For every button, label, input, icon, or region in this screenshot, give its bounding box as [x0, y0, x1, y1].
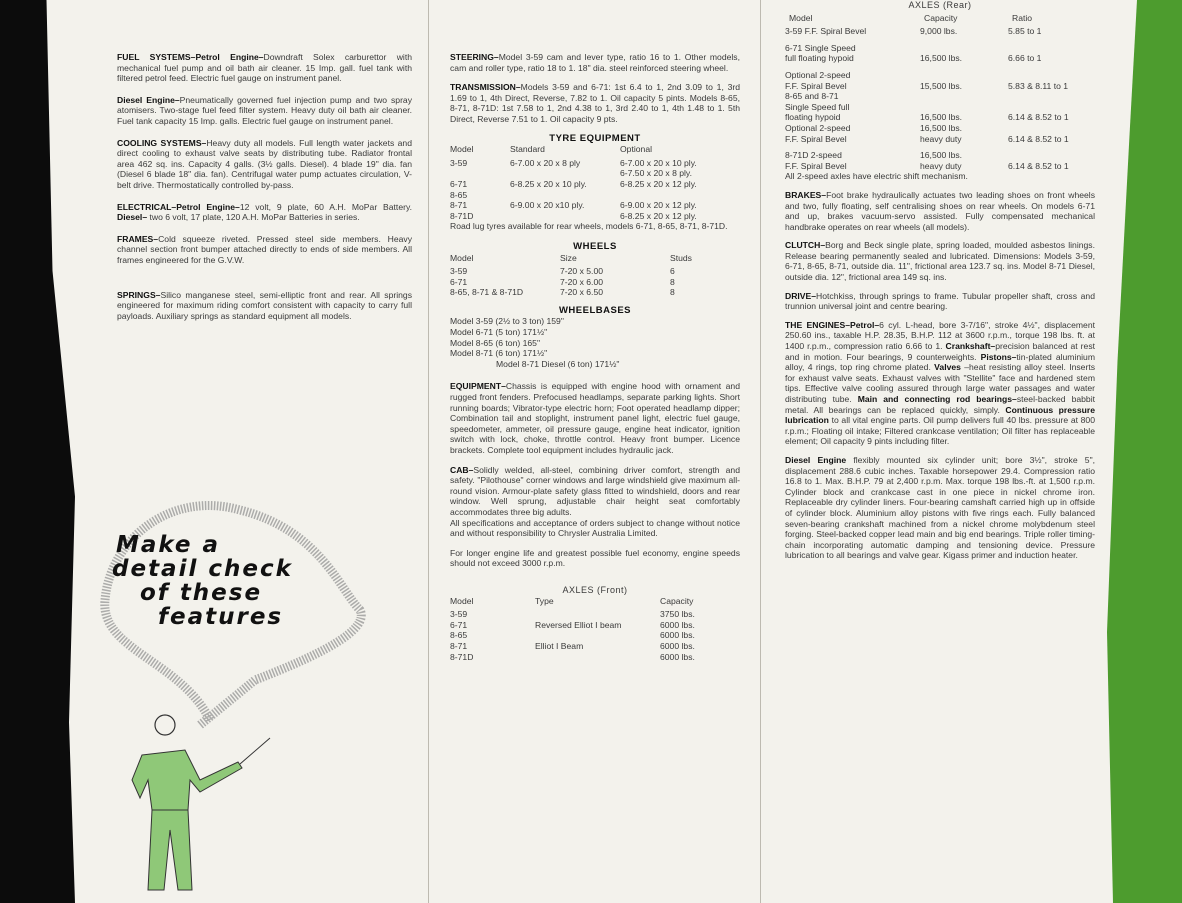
column-header: Standard	[510, 144, 545, 155]
spec-text: Cold squeeze riveted. Pressed steel side members. Heavy channel section front bumper attached directly to ends of side members. All frames engineered for the G.V.W.	[117, 233, 412, 265]
table-cell: 8-71D	[450, 651, 474, 662]
spec-paragraph	[785, 291, 1095, 312]
spec-text: –heat resisting alloy steel. Inserts for exhaust valve seats. Exhaust valves with "Stellite" face and hardened stem tips. Effective valve cooling assured through large water passages and water distributing tube.	[785, 362, 1095, 404]
table-cell: 7-20 x 6.00	[560, 276, 603, 287]
spec-heading: Pistons–	[980, 351, 1017, 362]
axle-group	[785, 70, 1095, 144]
spec-paragraph	[785, 455, 1095, 561]
column-left	[117, 52, 412, 332]
table-row	[785, 112, 1095, 123]
spec-heading: STEERING–	[450, 52, 499, 62]
spec-text: flexibly mounted six cylinder unit; bore 3½", stroke 5", displacement 288.6 cubic inches. Taxable horsepower 29.4. Compression ratio 16.8 to 1. Max. B.H.P. 79 at 2,400 r.p.m. Max. torque 198 lbs.-ft. at 1,500 r.p.m. Cylinder block and crankcase cast in one piece in nickel chrome iron. Replaceable dry cylinder liners. Four-bearing camshaft carried high up in offside of cylinder block. Aluminium alloy pistons with five rings each. Fully balanced seven-bearing crankshaft machined from a nickel chrome molybdenum steel forging. Steel-backed copper lead main and big end bearings. Triple roller timing-chain incorporating automatic damping and tensioning device. Pressure lubrication to all bearings and valve gear. Kigass primer and induction heater.	[785, 454, 1096, 561]
table-title: AXLES (Rear)	[908, 0, 972, 10]
axle-group	[785, 150, 1095, 171]
table-cell: 8	[670, 287, 675, 298]
column-header: Model	[450, 144, 474, 155]
axle-group	[785, 26, 1095, 37]
spec-heading: Diesel Engine	[785, 454, 847, 465]
spec-paragraph	[450, 381, 740, 455]
spec-paragraph	[785, 190, 1095, 232]
table-cell	[535, 609, 660, 620]
table-row	[450, 277, 740, 288]
spec-text: Pneumatically governed fuel injection pump and two spray atomisers. Two-stage fuel feed filter system. Heavy duty oil bath air cleaner. Fuel tank capacity 15 Imp. galls. Electric fuel gauge on instrument panel.	[117, 94, 413, 126]
table-header-row	[450, 253, 740, 264]
table-cell: floating hypoid	[785, 112, 841, 123]
table-cell	[450, 168, 510, 179]
table-cell: F.F. Spiral Bevel	[785, 160, 847, 171]
slogan-line: of these	[140, 580, 263, 606]
table-cell: 8-71	[450, 200, 468, 211]
table-cell: Model 8-71 (6 ton) 171½"	[450, 348, 548, 359]
spec-text: 6 cyl. L-head, bore 3-7/16", stroke 4½", displacement 250.60 ins., taxable H.P. 28.35, B.H.P. 112 at 3600 r.p.m., torque 198 lbs. ft. at 1400 r.p.m., compression ratio 6.66 to 1.	[785, 319, 1095, 352]
table-cell: 6-8.25 x 20 x 12 ply.	[620, 178, 697, 189]
table-cell: 6-71	[450, 178, 468, 189]
table-title: TYRE EQUIPMENT	[549, 132, 641, 144]
spec-text: 12 volt, 9 plate, 60 A.H. MoPar Battery.	[239, 201, 413, 212]
spec-heading: DRIVE–	[785, 290, 817, 301]
table-cell: 8-71	[450, 640, 468, 651]
table-cell: Elliot I Beam	[535, 640, 584, 651]
table-cell	[1008, 43, 1095, 54]
column-header: Size	[560, 252, 577, 263]
table-cell: 16,500 lbs.	[920, 53, 963, 64]
spec-text: Heavy duty all models. Full length water jackets and direct cooling to exhaust valve seats by distributing tube. Radiator frontal area 462 sq. ins. Capacity 4 galls. (3½ galls. Diesel). 4 blade 19" dia. fan (Diesel 6 blade 18" dia. fan). Centrifugal water pump actuates circulation, V-belt drive. Thermostatically controlled by-pass.	[117, 137, 412, 190]
table-row	[450, 641, 740, 652]
table-cell: 16,500 lbs.	[920, 150, 963, 161]
table-header-row	[450, 144, 740, 155]
table-cell: 3-59	[450, 266, 468, 277]
table-cell: 8-65, 8-71 & 8-71D	[450, 287, 524, 298]
table-cell: 7-20 x 5.00	[560, 266, 603, 277]
table-cell: 6000 lbs.	[660, 651, 695, 662]
table-cell: Model 8-71 Diesel (6 ton) 171½"	[496, 358, 620, 369]
table-cell	[920, 43, 1008, 54]
table-row	[785, 53, 1095, 64]
table-cell	[620, 190, 740, 201]
table-cell: 6-8.25 x 20 x 12 ply.	[620, 210, 697, 221]
table-row	[450, 327, 740, 338]
table-cell: 6000 lbs.	[660, 630, 695, 641]
table-cell	[510, 211, 620, 222]
table-cell: 16,500 lbs.	[920, 122, 963, 133]
spec-text: Foot brake hydraulically actuates two leading shoes on front wheels and two, fully floating, self centralising shoes on rear wheels. On models 6-71 and up, brakes vacuum-servo assisted. Fully compensated mechanical handbrake operates on rear wheels (all models).	[785, 189, 1095, 232]
table-cell: Model 6-71 (5 ton) 171½"	[450, 327, 548, 338]
table-row	[785, 43, 1095, 54]
table-cell: 6-7.00 x 20 x 10 ply.	[620, 157, 697, 168]
table-cell: 8	[670, 276, 675, 287]
table-cell: 6-7.50 x 20 x 8 ply.	[620, 168, 692, 179]
table-row	[450, 348, 740, 359]
spec-heading: FRAMES–	[117, 233, 159, 244]
column-header: Model	[789, 12, 813, 23]
table-cell: 3-59 F.F. Spiral Bevel	[785, 26, 867, 37]
spec-heading: CAB–	[450, 464, 474, 475]
table-row	[785, 102, 1095, 113]
spec-paragraph	[117, 52, 412, 84]
table-cell	[1008, 70, 1095, 81]
table-cell	[920, 102, 1008, 113]
table-title: WHEELBASES	[558, 304, 632, 316]
table-cell: 6-8.25 x 20 x 10 ply.	[510, 178, 587, 189]
table-cell: 6.66 to 1	[1008, 53, 1042, 64]
table-cell: F.F. Spiral Bevel	[785, 133, 847, 144]
table-header-row	[450, 596, 740, 607]
table-cell: 5.85 to 1	[1008, 26, 1042, 37]
spec-paragraph	[117, 202, 412, 223]
column-header: Model	[450, 595, 474, 606]
spec-heading: ELECTRICAL–Petrol Engine–	[117, 201, 240, 212]
table-cell: Optional 2-speed	[785, 122, 851, 133]
spec-text: Hotchkiss, through springs to frame. Tubular propeller shaft, cross and trunnion universal joint and centre bearing.	[785, 290, 1095, 312]
column-header: Optional	[620, 144, 653, 155]
spec-text: For longer engine life and greatest possible fuel economy, engine speeds should not exceed 3000 r.p.m.	[450, 547, 740, 569]
table-cell	[535, 630, 660, 641]
spec-heading: Main and connecting rod bearings–	[857, 394, 1017, 404]
table-cell: Single Speed full	[785, 101, 850, 112]
table-cell: 8-65	[450, 630, 468, 641]
table-cell	[510, 190, 620, 201]
table-row	[785, 161, 1095, 172]
table-cell: 6000 lbs.	[660, 640, 695, 651]
column-divider	[760, 0, 761, 903]
wheelbases-table	[450, 306, 740, 370]
spec-text: to all vital engine parts. Oil pump delivers full 40 lbs. pressure at 800 r.p.m.; Floating oil intake; Filtered crankcase ventilation; Oil filter has replaceable element; Oil capacity 9 pints including filter.	[785, 415, 1095, 447]
table-title: AXLES (Front)	[562, 584, 628, 595]
table-row	[450, 338, 740, 349]
axles-front-table	[450, 585, 740, 662]
table-cell: 6.14 & 8.52 to 1	[1008, 112, 1069, 123]
spec-heading: THE ENGINES–Petrol–	[785, 319, 880, 330]
table-cell	[920, 91, 1008, 102]
table-header-row	[785, 13, 1095, 24]
spec-heading: Continuous pressure lubrication	[785, 404, 1095, 426]
spec-paragraph	[450, 548, 740, 569]
slogan-heading	[112, 533, 293, 629]
spec-paragraph	[785, 320, 1095, 447]
spec-text: All specifications and acceptance of orders subject to change without notice and without responsibility to Chrysler Australia Limited.	[450, 517, 740, 539]
table-row	[450, 620, 740, 631]
table-row	[785, 26, 1095, 37]
spec-text: precision balanced at rest and in motion. Four bearings, 9 counterweights.	[785, 341, 1096, 362]
axles-rear-table	[785, 0, 1095, 182]
table-row	[450, 168, 740, 179]
column-header: Capacity	[660, 595, 694, 606]
table-cell: 6.14 & 8.52 to 1	[1008, 133, 1069, 144]
spec-heading: Crankshaft–	[945, 341, 996, 352]
table-cell: heavy duty	[920, 133, 962, 144]
table-row	[785, 70, 1095, 81]
table-row	[785, 150, 1095, 161]
spec-heading: SPRINGS–	[117, 289, 161, 300]
table-cell: 16,500 lbs.	[920, 112, 963, 123]
table-cell: 3750 lbs.	[660, 609, 695, 620]
column-right	[785, 0, 1095, 569]
spec-heading: Diesel–	[117, 212, 148, 223]
spec-paragraph	[450, 465, 740, 539]
spec-heading: BRAKES–	[785, 189, 827, 200]
spec-heading: Diesel Engine–	[117, 94, 180, 105]
column-divider	[428, 0, 429, 903]
table-cell: 3-59	[450, 157, 468, 168]
table-cell: 6-71 Single Speed	[785, 42, 856, 53]
table-cell: 9,000 lbs.	[920, 26, 958, 37]
spec-paragraph	[450, 82, 740, 124]
table-row	[450, 630, 740, 641]
table-cell: Model 8-65 (6 ton) 165"	[450, 337, 540, 348]
slogan-line: Make a	[116, 532, 221, 558]
table-row	[450, 266, 740, 277]
table-cell	[920, 70, 1008, 81]
spec-text: Models 3-59 and 6-71: 1st 6.4 to 1, 2nd 3.09 to 1, 3rd 1.69 to 1, 4th Direct, Reverse, 7.82 to 1. Oil capacity 5 pints. Models 8-65, 8-71, 8-71D: 1st 7.58 to 1, 2nd 4.38 to 1, 3rd 2.40 to 1, 4th 1.48 to 1. 5th Direct, Reverse 7.51 to 1. Oil capacity 9 pts.	[450, 82, 740, 124]
table-cell: 6-71	[450, 276, 468, 287]
table-cell: 8-65 and 8-71	[785, 91, 839, 102]
table-cell: Reversed Elliot I beam	[535, 619, 622, 630]
table-row	[450, 158, 740, 169]
table-cell	[1008, 123, 1095, 134]
slogan-line: detail check	[112, 556, 293, 582]
table-row	[450, 190, 740, 201]
table-cell: 6-9.00 x 20 x10 ply.	[510, 200, 585, 211]
spec-heading: Valves	[934, 362, 961, 373]
table-title: WHEELS	[573, 240, 617, 252]
table-row	[450, 316, 740, 327]
table-cell: 6000 lbs.	[660, 619, 695, 630]
table-cell: Model 3-59 (2½ to 3 ton) 159"	[450, 316, 564, 327]
tyres-table	[450, 134, 740, 232]
table-cell: 6.14 & 8.52 to 1	[1008, 160, 1069, 171]
table-note: Road lug tyres available for rear wheels, models 6-71, 8-65, 8-71, 8-71D.	[450, 221, 728, 232]
column-header: Ratio	[1012, 12, 1033, 23]
spec-text: steel-backed babbit metal. All bearings can be replaced quickly, simply.	[785, 394, 1095, 415]
green-side-band	[1107, 0, 1182, 903]
table-cell: 15,500 lbs.	[920, 80, 963, 91]
table-cell	[535, 652, 660, 663]
spec-text: Silico manganese steel, semi-elliptic front and rear. All springs engineered for maximum riding comfort consistent with capacity to carry full payloads. Auxiliary springs as standard equipment all models.	[117, 289, 412, 321]
table-cell: heavy duty	[920, 160, 962, 171]
table-row	[785, 123, 1095, 134]
table-row	[450, 287, 740, 298]
table-row	[785, 91, 1095, 102]
table-note: All 2-speed axles have electric shift mechanism.	[785, 171, 968, 182]
table-cell: F.F. Spiral Bevel	[785, 80, 847, 91]
spec-heading: COOLING SYSTEMS–	[117, 137, 207, 148]
wheels-table	[450, 242, 740, 298]
table-cell: 6-9.00 x 20 x 12 ply.	[620, 200, 697, 211]
spec-paragraph	[117, 138, 412, 191]
table-cell: 6-71	[450, 619, 468, 630]
spec-text: tin-plated aluminium alloy, 4 rings, top ring chrome plated.	[785, 351, 1095, 373]
spec-paragraph	[117, 234, 412, 266]
spec-text: Chassis is equipped with engine hood with ornament and rugged front fenders. Prefocused headlamps, separate parking lights. Short running boards; Vibrator-type electric horn; Foot operated headlamp dipper; Combination tail and stoplight, instrument panel light, electric fuel gauge, speedometer, ammeter, oil pressure gauge, engine heat indicator, ignition switch with lock, choke, throttle control. Heavy front bumper. Licence brackets. Complete tool equipment includes hydraulic jack.	[450, 381, 740, 455]
slogan-line: features	[158, 604, 284, 630]
axle-group	[785, 43, 1095, 64]
table-row	[450, 652, 740, 663]
spec-heading: FUEL SYSTEMS–Petrol Engine–	[117, 52, 264, 62]
table-cell	[510, 168, 620, 179]
table-row	[785, 81, 1095, 92]
column-middle	[450, 52, 740, 662]
table-cell: 6-7.00 x 20 x 8 ply	[510, 157, 581, 168]
column-header: Type	[535, 595, 554, 606]
table-row	[450, 200, 740, 211]
table-cell: 8-71D	[450, 210, 474, 221]
column-header: Capacity	[924, 12, 958, 23]
column-header: Model	[450, 252, 474, 263]
spec-heading: EQUIPMENT–	[450, 381, 506, 392]
table-row	[450, 179, 740, 190]
table-row	[450, 211, 740, 222]
spec-paragraph	[117, 290, 412, 322]
table-cell: 7-20 x 6.50	[560, 287, 603, 298]
table-cell: Optional 2-speed	[785, 69, 851, 80]
table-cell: 8-65	[450, 189, 468, 200]
table-row	[450, 359, 740, 370]
spec-heading: CLUTCH–	[785, 240, 826, 251]
spec-text: Model 3-59 cam and lever type, ratio 16 to 1. Other models, cam and roller type, ratio 18 to 1. 18" dia. steel reinforced steering wheel.	[450, 52, 740, 73]
column-header: Studs	[670, 252, 692, 263]
spec-paragraph	[450, 52, 740, 73]
table-cell	[1008, 102, 1095, 113]
table-cell: 6	[670, 266, 675, 277]
table-row	[450, 609, 740, 620]
table-cell: 3-59	[450, 609, 468, 620]
spec-paragraph	[785, 240, 1095, 282]
table-cell: 5.83 & 8.11 to 1	[1008, 80, 1069, 91]
table-row	[785, 134, 1095, 145]
spec-text: Borg and Beck single plate, spring loaded, moulded asbestos linings. Release bearing permanently sealed and lubricated. Dimensions: Models 3-59, 6-71, 8-65, 8-71, outside dia. 11", frictional area 123.7 sq. ins. Model 8-71 Diesel, outside dia. 12", frictional area 149 sq. ins.	[785, 240, 1095, 283]
table-cell: 8-71D 2-speed	[785, 150, 842, 161]
table-cell	[1008, 91, 1095, 102]
middle-paragraphs	[450, 381, 740, 569]
table-cell: full floating hypoid	[785, 53, 854, 64]
table-cell	[1008, 150, 1095, 161]
spec-text: two 6 volt, 17 plate, 120 A.H. MoPar Batteries in series.	[147, 212, 360, 223]
spec-text: Solidly welded, all-steel, combining driver comfort, strength and safety. "Pilothouse" corner windows and large windshield give maximum all-round vision. Armour-plate safety glass fitted to windshield, doors and rear window. Well sprung, adjustable chair height seat comfortably accommodates three big adults.	[450, 464, 740, 517]
spec-text: Downdraft Solex carburettor with mechanical fuel pump and oil bath air cleaner. 15 Imp. gall. fuel tank with filtered petrol feed. Electric fuel gauge on instrument panel.	[117, 52, 412, 84]
spec-paragraph	[117, 95, 412, 127]
spec-heading: TRANSMISSION–	[450, 82, 521, 93]
